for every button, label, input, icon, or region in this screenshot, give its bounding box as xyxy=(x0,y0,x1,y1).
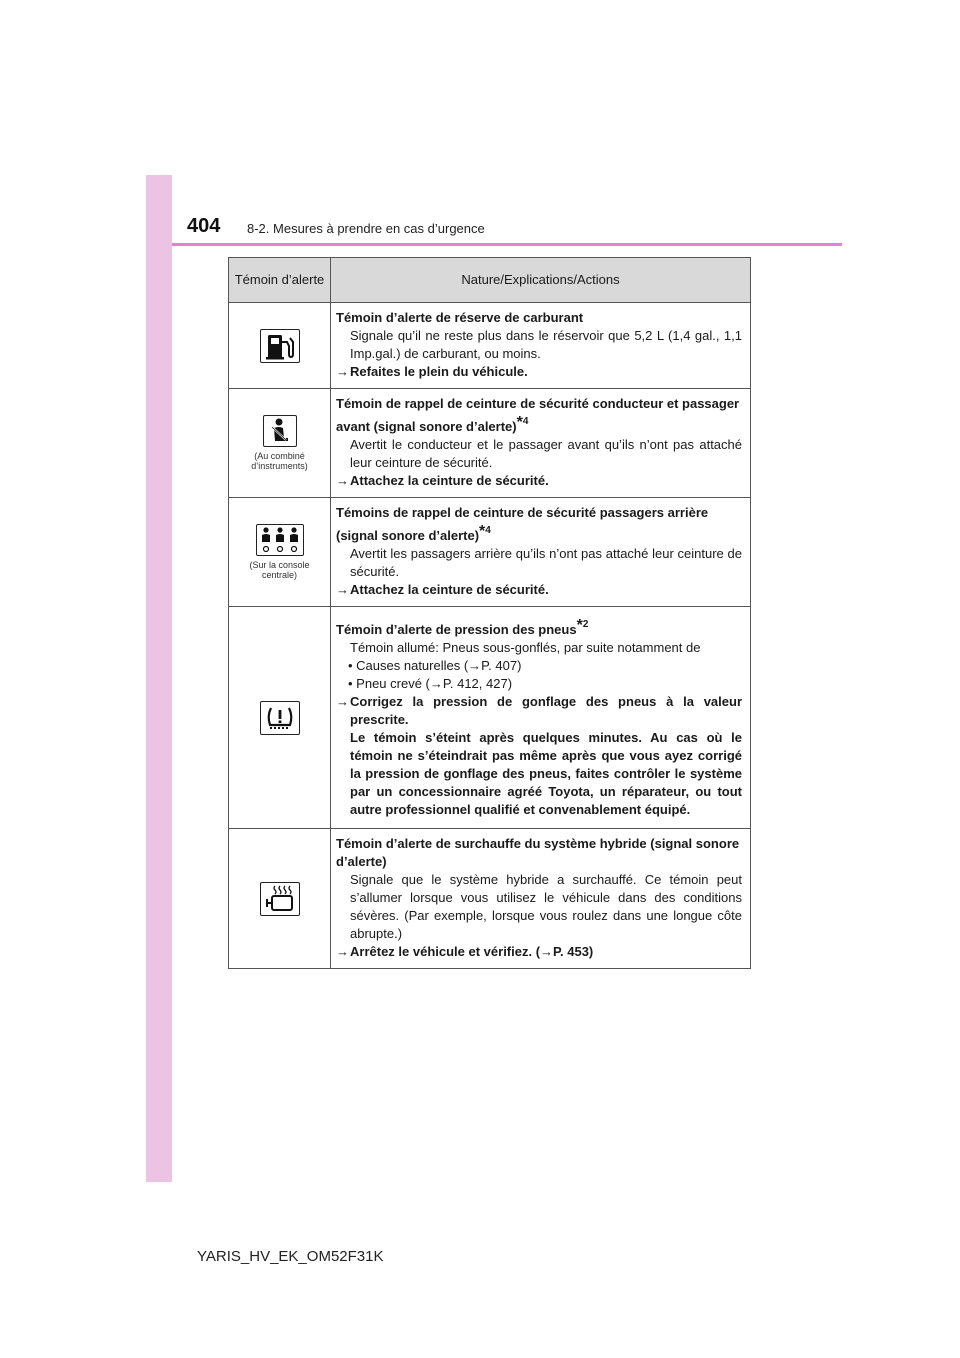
warning-title: Témoin d’alerte de réserve de carburant xyxy=(336,310,584,325)
arrow-icon: → xyxy=(336,364,349,379)
description-cell xyxy=(331,607,751,829)
description-cell xyxy=(331,303,751,389)
column-header-icon: Témoin d’alerte xyxy=(229,258,331,303)
footnote-mark: *4 xyxy=(516,414,529,431)
warning-body: Signale qu’il ne reste plus dans le réservoir que 5,2 L (1,4 gal., 1,1 Imp.gal.) de carburant, ou moins. xyxy=(350,328,742,361)
arrow-icon: → xyxy=(336,693,349,709)
table-row xyxy=(229,303,751,389)
header-rule xyxy=(172,243,842,246)
warning-action: →Arrêtez le véhicule et vérifiez. (→P. 453) xyxy=(336,944,594,959)
warning-title: Témoins de rappel de ceinture de sécurité passagers arrière (signal sonore d’alerte)$^{*4}$ xyxy=(336,505,709,543)
icon-cell xyxy=(229,829,331,969)
arrow-icon: → xyxy=(336,582,349,597)
rear-seatbelt-icon xyxy=(256,524,304,556)
warning-title: Témoin de rappel de ceinture de sécurité conducteur et passager avant (signal sonore d’alerte)$^{*4}$ xyxy=(336,396,740,434)
bullet-item: • Pneu crevé (→P. 412, 427) xyxy=(348,675,513,691)
warning-title: Témoin d’alerte de surchauffe du système hybride (signal sonore d’alerte) xyxy=(336,836,740,869)
description-cell xyxy=(331,498,751,607)
icon-note: (Au combiné d’instruments) xyxy=(251,451,308,471)
footnote-mark: *4 xyxy=(479,523,491,540)
warning-lights-table xyxy=(228,257,751,969)
side-band xyxy=(146,175,172,1182)
seatbelt-driver-icon xyxy=(263,415,297,447)
arrow-icon: → xyxy=(336,944,349,959)
warning-action-detail: Le témoin s’éteint après quelques minutes. Au cas où le témoin ne s’éteindrait pas même après que vous ayez corrigé la pression de gonflage des pneus, faites contrôler le système par un concessionnaire agréé Toyota, un réparateur, ou tout autre professionnel qualifié et convenablement équipé. xyxy=(350,729,742,817)
warning-body: Avertit le conducteur et le passager avant qu’ils n’ont pas attaché leur ceinture de sécurité. xyxy=(350,437,742,470)
warning-body: Avertit les passagers arrière qu’ils n’ont pas attaché leur ceinture de sécurité. xyxy=(350,546,742,579)
warning-action: →Attachez la ceinture de sécurité. xyxy=(336,582,549,597)
warning-action: →Attachez la ceinture de sécurité. xyxy=(336,473,549,488)
hybrid-overheat-icon xyxy=(260,882,300,916)
table-header-row xyxy=(229,258,751,303)
document-code: YARIS_HV_EK_OM52F31K xyxy=(197,1248,384,1265)
warning-action: →Refaites le plein du véhicule. xyxy=(336,364,528,379)
warning-action: →Corrigez la pression de gonflage des pneus à la valeur prescrite. xyxy=(336,693,742,727)
footnote-mark: *2 xyxy=(576,616,589,634)
page-number: 404 xyxy=(187,215,221,237)
table-row xyxy=(229,498,751,607)
icon-cell xyxy=(229,389,331,498)
warning-body: Témoin allumé: Pneus sous-gonflés, par suite notamment de xyxy=(350,639,701,655)
fuel-pump-icon xyxy=(260,329,300,363)
icon-cell xyxy=(229,498,331,607)
description-cell xyxy=(331,389,751,498)
bullet-item: • Causes naturelles (→P. 407) xyxy=(348,657,522,673)
icon-cell xyxy=(229,303,331,389)
warning-title: Témoin d’alerte de pression des pneus$^{*2}$ xyxy=(336,616,589,637)
arrow-icon: → xyxy=(336,473,349,488)
table-row xyxy=(229,389,751,498)
table-row xyxy=(229,607,751,829)
tire-pressure-icon xyxy=(260,701,300,735)
column-header-description: Nature/Explications/Actions xyxy=(331,258,751,303)
section-title: 8-2. Mesures à prendre en cas d’urgence xyxy=(247,221,485,236)
warning-body: Signale que le système hybride a surchauffé. Ce témoin peut s’allumer lorsque vous utilisez le véhicule dans des conditions sévères. (Par exemple, lorsque vous roulez dans une longue côte abrupte.) xyxy=(350,872,742,941)
icon-cell xyxy=(229,607,331,829)
icon-note: (Sur la console centrale) xyxy=(249,560,310,580)
table-row xyxy=(229,829,751,969)
description-cell xyxy=(331,829,751,969)
